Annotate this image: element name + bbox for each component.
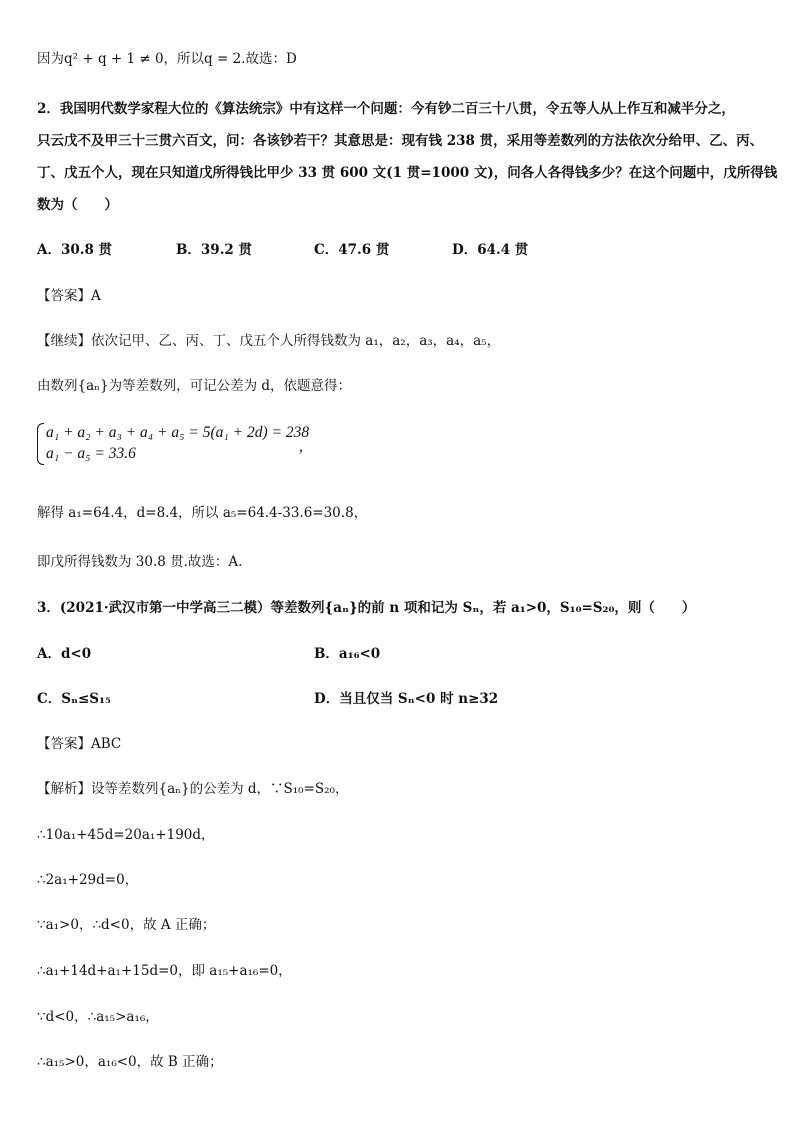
q2-explanation-line-1: 【继续】依次记甲、乙、丙、丁、戊五个人所得钱数为 a₁，a₂，a₃，a₄，a₅， [37, 333, 501, 349]
prev-solution-line: 因为q² + q + 1 ≠ 0，所以q = 2.故选：D [37, 51, 297, 67]
q3-answer: 【答案】ABC [37, 736, 122, 752]
q2-option-c: C．47.6 贯 [314, 242, 390, 258]
q3-option-b: B．a₁₆<0 [314, 646, 381, 662]
q3-solution-line-6: ∵d<0，∴a₁₅>a₁₆， [37, 1009, 159, 1025]
q2-text-line-3: 丁、戊五个人，现在只知道戊所得钱比甲少 33 贯 600 文(1 贯=1000 文)，问各人各得钱多少？在这个问题中，戊所得钱 [37, 165, 778, 181]
q2-explanation-line-4: 即戊所得钱数为 30.8 贯.故选：A. [37, 554, 243, 570]
q2-text-line-2: 只云戊不及甲三十三贯六百文，问：各该钞若干？其意思是：现有钱 238 贯，采用等差数列的方法依次分给甲、乙、丙、 [37, 133, 764, 149]
q3-solution-line-4: ∵a₁>0，∴d<0，故 A 正确； [37, 917, 216, 933]
q3-solution-line-1: 【解析】设等差数列{aₙ}的公差为 d，∵S₁₀=S₂₀， [37, 781, 349, 797]
q3-solution-line-2: ∴10a₁+45d=20a₁+190d， [37, 827, 215, 843]
q2-explanation-line-3: 解得 a₁=64.4，d=8.4，所以 a₅=64.4-33.6=30.8， [37, 505, 368, 521]
q3-solution-line-7: ∴a₁₅>0，a₁₆<0，故 B 正确； [37, 1054, 223, 1070]
equation-system-row-2: a₁ − a₅ = 33.6 [46, 445, 136, 462]
q3-solution-line-3: ∴2a₁+29d=0， [37, 872, 139, 888]
equation-system-brace [37, 423, 44, 465]
equation-system-comma: , [299, 438, 303, 455]
q3-option-a: A．d<0 [37, 646, 92, 662]
q2-option-a: A．30.8 贯 [37, 242, 113, 258]
q2-text-line-4: 数为（ ） [37, 197, 118, 213]
equation-system-row-1: a₁ + a₂ + a₃ + a₄ + a₅ = 5(a₁ + 2d) = 238 [46, 424, 310, 441]
q2-text-line-1: 2．我国明代数学家程大位的《算法统宗》中有这样一个问题：今有钞二百三十八贯，令五等人从上作互和减半分之， [37, 101, 735, 117]
q3-option-c: C．Sₙ≤S₁₅ [37, 691, 111, 707]
q2-answer: 【答案】A [37, 288, 101, 304]
q2-option-d: D．64.4 贯 [452, 242, 529, 258]
q2-option-b: B．39.2 贯 [176, 242, 252, 258]
q3-question: 3．(2021·武汉市第一中学高三二模）等差数列{aₙ}的前 n 项和记为 Sₙ，若 a₁>0，S₁₀=S₂₀，则（ ） [37, 600, 696, 616]
q2-explanation-line-2: 由数列{aₙ}为等差数列，可记公差为 d，依题意得： [37, 378, 351, 394]
q3-option-d: D．当且仅当 Sₙ<0 时 n≥32 [314, 691, 499, 707]
q3-solution-line-5: ∴a₁+14d+a₁+15d=0，即 a₁₅+a₁₆=0， [37, 963, 292, 979]
